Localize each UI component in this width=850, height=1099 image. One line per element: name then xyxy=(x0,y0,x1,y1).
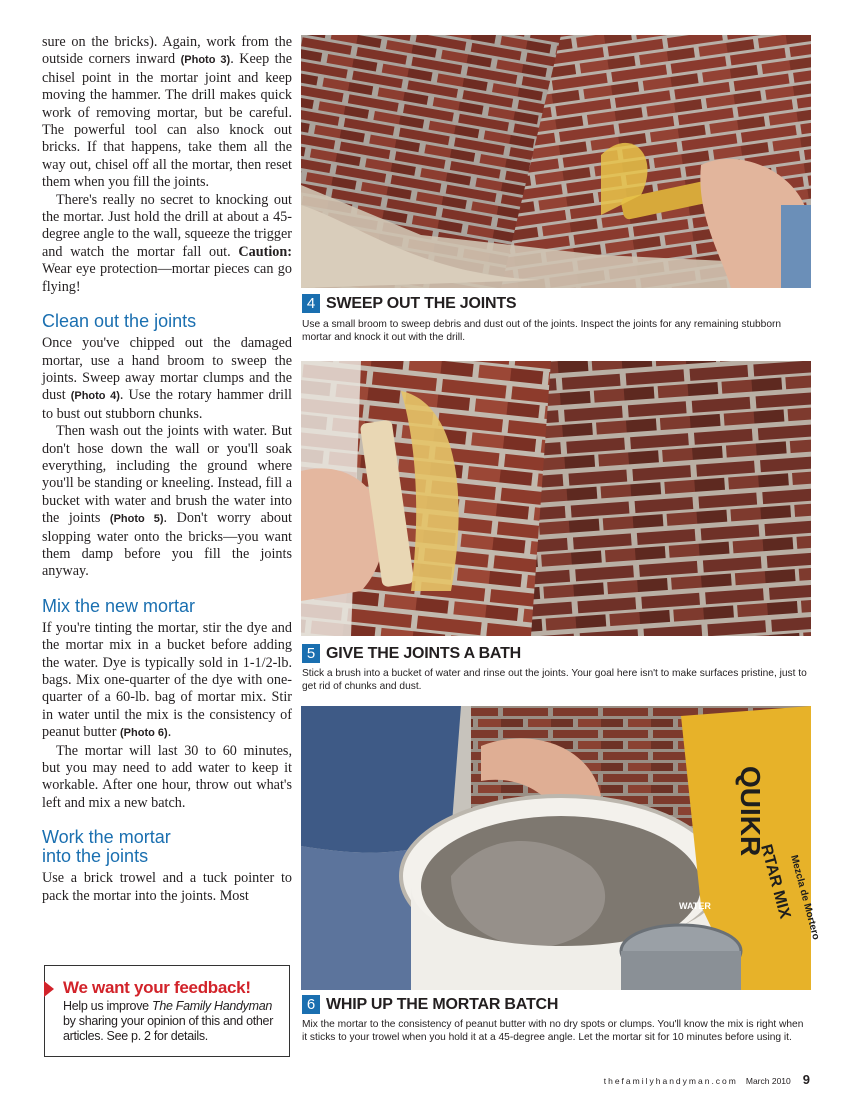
body-paragraph: Once you've chipped out the damaged mortar, use a hand broom to sweep the joints. Sweep away mortar clumps and the dust (Photo 4). Use the rotary hammer drill to bust out stubborn chunks. xyxy=(42,335,292,422)
photo-reference: (Photo 6) xyxy=(120,727,168,740)
arrow-right-icon xyxy=(44,981,54,997)
feedback-title: We want your feedback! xyxy=(63,978,251,997)
photo-reference: (Photo 4) xyxy=(70,390,120,403)
photo-reference: (Photo 3) xyxy=(180,54,231,67)
caution-label: Caution: xyxy=(238,243,292,260)
section-heading: Clean out the joints xyxy=(42,311,197,332)
photo-caption: Use a small broom to sweep debris and dust out of the joints. Inspect the joints for any remaining stubborn mortar and knock it out with the drill. xyxy=(302,319,782,343)
page-footer xyxy=(604,1072,810,1087)
bag-product-label: RTAR MIX xyxy=(757,842,794,921)
footer-date: March 2010 xyxy=(745,1076,791,1086)
brick-wall-brush-image xyxy=(301,361,811,636)
footer-url: thefamilyhandyman.com xyxy=(603,1076,738,1086)
photo-caption-title: 4 SWEEP OUT THE JOINTS xyxy=(302,294,516,313)
body-paragraph: There's really no secret to knocking out the mortar. Just hold the drill at about a 45-degree angle to the wall, squeeze the trigger and watch the mortar fall out. Caution: Wear eye protection—mortar pieces can go flying! xyxy=(42,191,292,295)
page-number: 9 xyxy=(802,1072,810,1087)
photo-caption: Stick a brush into a bucket of water and rinse out the joints. Your goal here isn't to make surfaces pristine, just to get rid of chunks and dust. xyxy=(302,668,807,692)
section-heading: Mix the new mortar xyxy=(42,595,196,616)
body-paragraph: Then wash out the joints with water. But don't hose down the wall or you'll soak everything, including the ground where you'll be standing or kneeling. Instead, fill a bucket with water and brush the water into the joints (Photo 5). Don't worry about slopping water onto the bricks—you want them damp before you fill the joints anyway. xyxy=(42,423,292,580)
body-paragraph: The mortar will last 30 to 60 minutes, but you may need to add water to keep it workable. After one hour, throw out what's left and mix a new batch. xyxy=(42,742,292,811)
water-label: WATER xyxy=(679,901,711,911)
bag-brand-label: QUIKR xyxy=(735,766,766,857)
section-heading: Work the mortar into the joints xyxy=(42,827,171,867)
bag-spanish-label: Mezcla de Mortero xyxy=(788,853,822,942)
body-paragraph: Use a brick trowel and a tuck pointer to pack the mortar into the joints. Most xyxy=(42,870,292,904)
mortar-bucket-image xyxy=(301,706,822,990)
feedback-box xyxy=(44,965,290,1057)
brick-wall-broom-image xyxy=(301,35,811,288)
step-number-badge: 4 xyxy=(302,294,320,313)
photo-mortar-batch xyxy=(301,706,822,990)
feedback-text: Help us improve The Family Handyman by sharing your opinion of this and other articles. See p. 2 for details. xyxy=(63,999,274,1043)
photo-caption: Mix the mortar to the consistency of peanut butter with no dry spots or clumps. You'll know the mix is right when it sticks to your trowel when you hold it at a 45-degree angle. Let the mortar sit for 10 minutes before using it. xyxy=(302,1019,804,1043)
step-number-badge: 6 xyxy=(302,995,320,1014)
photo-caption-title: 5 GIVE THE JOINTS A BATH xyxy=(302,644,521,663)
photo-caption-title: 6 WHIP UP THE MORTAR BATCH xyxy=(302,995,558,1014)
photo-sweep-joints xyxy=(301,35,811,288)
photo-reference: (Photo 5) xyxy=(109,513,164,526)
magazine-name: The Family Handyman xyxy=(152,999,273,1013)
body-paragraph: If you're tinting the mortar, stir the dye and the mortar mix in a bucket before adding the water. Dye is typically sold in 1-1/2-lb. bags. Mix one-quarter of the dye with one-quarter of a 60-lb. bag of mortar mix. Stir in water until the mix is the consistency of peanut butter (Photo 6). xyxy=(42,619,292,741)
photo-bath-joints xyxy=(301,361,811,636)
article-column xyxy=(42,34,292,905)
body-paragraph: sure on the bricks). Again, work from the outside corners inward (Photo 3). Keep the chisel point in the mortar joint and keep moving the hammer. The drill makes quick work of removing mortar, but be careful. The powerful tool can also knock out bricks. If that happens, take them all the way out, chisel off all the mortar, then reset them when you fill the joints. xyxy=(42,34,292,191)
step-number-badge: 5 xyxy=(302,644,320,663)
